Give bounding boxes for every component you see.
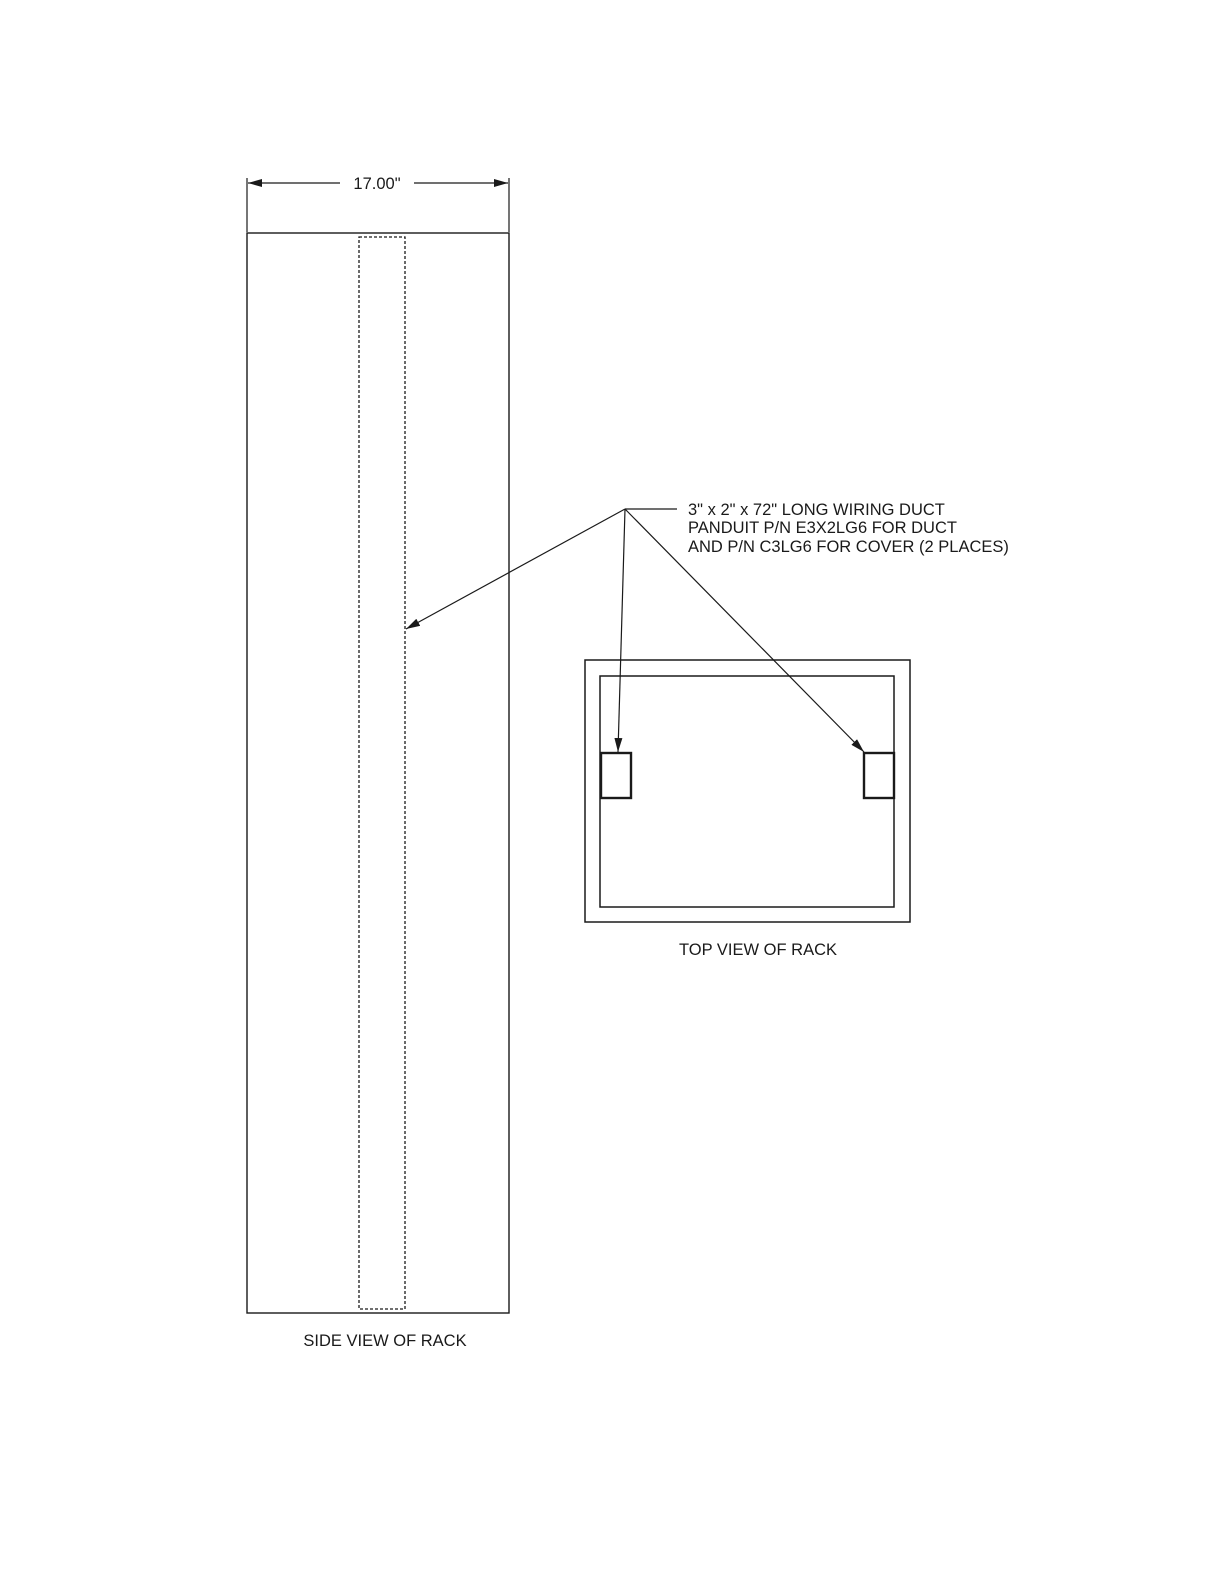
- callout-leader-side-view: [406, 509, 625, 629]
- top-view-label: TOP VIEW OF RACK: [679, 941, 837, 959]
- top-view: [585, 660, 910, 959]
- callout-line-1: 3" x 2" x 72" LONG WIRING DUCT: [688, 501, 945, 519]
- width-dimension: [247, 175, 509, 232]
- top-view-duct-right: [864, 753, 894, 798]
- callout-line-3: AND P/N C3LG6 FOR COVER (2 PLACES): [688, 538, 1009, 556]
- top-view-inner-frame: [600, 676, 894, 907]
- callout-line-2: PANDUIT P/N E3X2LG6 FOR DUCT: [688, 519, 957, 537]
- top-view-outer-frame: [585, 660, 910, 922]
- callout-leader-left-duct: [618, 509, 625, 752]
- duct-callout: [406, 501, 1009, 752]
- width-dimension-label: 17.00": [353, 175, 401, 193]
- side-view-wiring-duct-hidden: [359, 237, 405, 1309]
- side-view-rack-outline: [247, 233, 509, 1313]
- top-view-duct-left: [601, 753, 631, 798]
- side-view: [247, 233, 509, 1350]
- side-view-label: SIDE VIEW OF RACK: [303, 1332, 467, 1350]
